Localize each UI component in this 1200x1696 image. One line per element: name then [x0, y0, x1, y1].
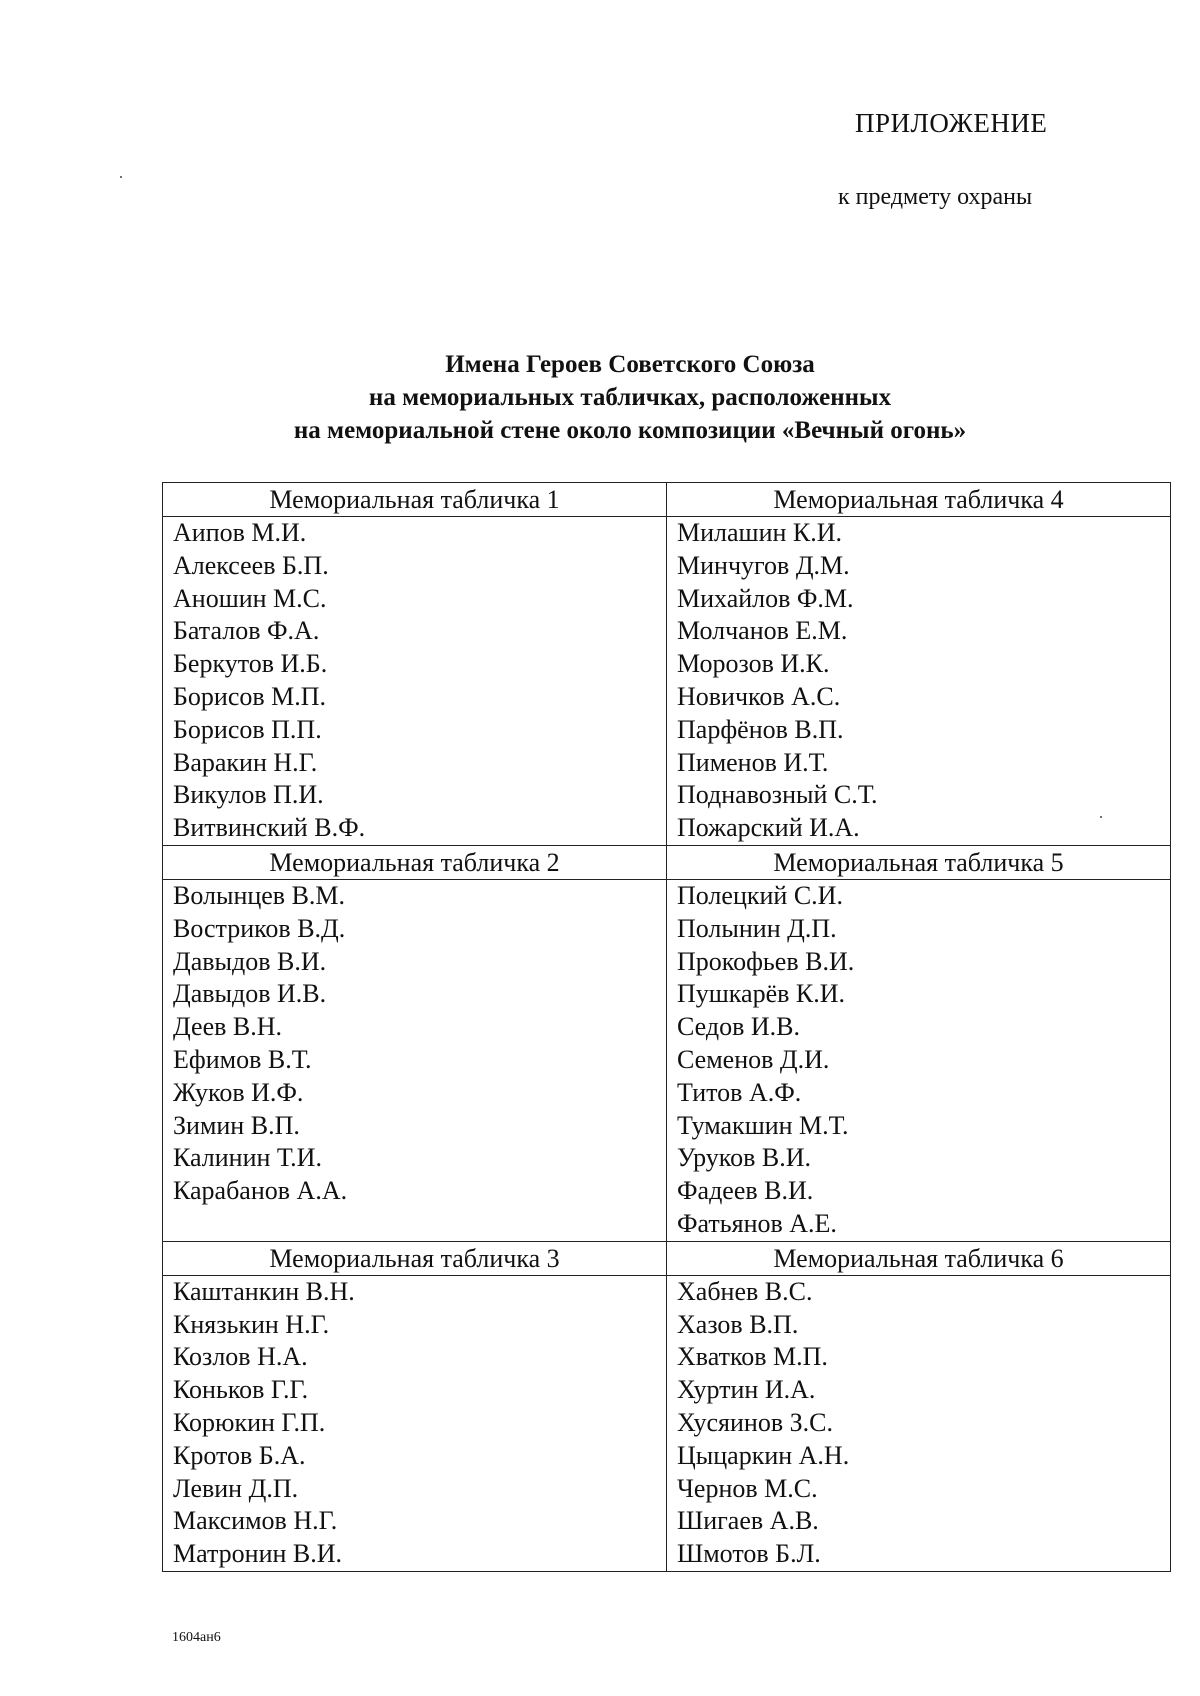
hero-name: Парфёнов В.П.: [677, 714, 844, 744]
hero-name: Тумакшин М.Т.: [677, 1110, 849, 1140]
hero-name: Хватков М.П.: [677, 1342, 828, 1372]
hero-name: Алексеев Б.П.: [173, 550, 329, 580]
plaque-header-row: [163, 1241, 1171, 1275]
hero-name: Волынцев В.М.: [173, 880, 346, 910]
hero-name: Пушкарёв К.И.: [677, 979, 846, 1009]
hero-name: Цыцаркин А.Н.: [677, 1440, 850, 1470]
hero-name: Уруков В.И.: [677, 1143, 811, 1173]
heading-line-3: на мемориальной стене около композиции «Вечный огонь»: [293, 417, 967, 444]
name-list: [667, 1276, 1170, 1571]
hero-name: Коньков Г.Г.: [173, 1375, 309, 1405]
document-code: 1604ан6: [172, 1630, 221, 1645]
appendix-title: ПРИЛОЖЕНИЕ: [855, 108, 1048, 138]
name-list: [667, 517, 1170, 845]
heading-line-1: Имена Героев Советского Союза: [445, 351, 815, 378]
hero-name: Варакин Н.Г.: [173, 747, 318, 777]
hero-name: Новичков А.С.: [677, 681, 841, 711]
hero-name: Хуртин И.А.: [677, 1375, 816, 1405]
hero-name: Баталов Ф.А.: [173, 616, 320, 646]
hero-name: Кротов Б.А.: [173, 1440, 306, 1470]
hero-name: Поднавозный С.Т.: [677, 780, 878, 810]
plaque-title: Мемориальная табличка 2: [163, 845, 667, 879]
name-list: [667, 880, 1170, 1241]
hero-name: Шигаев А.В.: [677, 1506, 819, 1536]
hero-name: Чернов М.С.: [677, 1473, 818, 1503]
plaque-names-cell: [163, 1275, 667, 1571]
plaque-names-row: [163, 1275, 1171, 1571]
hero-name: Минчугов Д.М.: [677, 550, 850, 580]
hero-name: Шмотов Б.Л.: [677, 1539, 821, 1569]
plaque-names-cell: [163, 517, 667, 846]
memorial-plaques-table: [162, 482, 1171, 1572]
hero-name: Калинин Т.И.: [173, 1143, 322, 1173]
hero-name: Борисов М.П.: [173, 681, 327, 711]
plaque-title: Мемориальная табличка 6: [667, 1241, 1171, 1275]
hero-name: Фатьянов А.Е.: [677, 1208, 837, 1238]
plaque-names-row: [163, 879, 1171, 1241]
plaque-names-cell: [667, 1275, 1171, 1571]
plaque-header-row: [163, 483, 1171, 517]
plaque-names-cell: [163, 879, 667, 1241]
hero-name: Седов И.В.: [677, 1012, 800, 1042]
hero-name: Аипов М.И.: [173, 518, 307, 547]
hero-name: Князькин Н.Г.: [173, 1309, 330, 1339]
hero-name: Прокофьев В.И.: [677, 946, 855, 976]
hero-name: Зимин В.П.: [173, 1110, 300, 1140]
hero-name: Каштанкин В.Н.: [173, 1276, 355, 1306]
name-list: [163, 1276, 666, 1571]
plaque-names-cell: [667, 517, 1171, 846]
hero-name: Викулов П.И.: [173, 780, 324, 810]
plaque-title: Мемориальная табличка 4: [667, 483, 1171, 517]
plaque-title: Мемориальная табличка 5: [667, 845, 1171, 879]
hero-name: Максимов Н.Г.: [173, 1506, 338, 1536]
hero-name: Козлов Н.А.: [173, 1342, 308, 1372]
hero-name: Востриков В.Д.: [173, 913, 346, 943]
hero-name: Хабнев В.С.: [677, 1276, 813, 1306]
plaque-names-cell: [667, 879, 1171, 1241]
hero-name: Полынин Д.П.: [677, 913, 837, 943]
hero-name: Полецкий С.И.: [677, 880, 843, 910]
hero-name: Милашин К.И.: [677, 518, 843, 547]
plaque-header-row: [163, 845, 1171, 879]
hero-name: Витвинский В.Ф.: [173, 813, 366, 843]
appendix-subtitle: к предмету охраны: [838, 184, 1033, 210]
plaque-title: Мемориальная табличка 1: [163, 483, 667, 517]
hero-name: Аношин М.С.: [173, 583, 327, 613]
hero-name: Молчанов Е.М.: [677, 616, 848, 646]
scan-speck: [120, 176, 122, 178]
hero-name: Карабанов А.А.: [173, 1176, 348, 1206]
hero-name: Пожарский И.А.: [677, 813, 860, 843]
plaque-title: Мемориальная табличка 3: [163, 1241, 667, 1275]
hero-name: Давыдов И.В.: [173, 979, 327, 1009]
name-list: [163, 880, 666, 1208]
hero-name: Морозов И.К.: [677, 649, 830, 679]
hero-name: Давыдов В.И.: [173, 946, 327, 976]
hero-name: Титов А.Ф.: [677, 1077, 802, 1107]
hero-name: Матронин В.И.: [173, 1539, 343, 1569]
hero-name: Семенов Д.И.: [677, 1044, 830, 1074]
hero-name: Ефимов В.Т.: [173, 1044, 312, 1074]
hero-name: Деев В.Н.: [173, 1012, 283, 1042]
hero-name: Левин Д.П.: [173, 1473, 299, 1503]
hero-name: Борисов П.П.: [173, 714, 322, 744]
hero-name: Хазов В.П.: [677, 1309, 799, 1339]
hero-name: Беркутов И.Б.: [173, 649, 328, 679]
heading-line-2: на мемориальных табличках, расположенных: [368, 384, 892, 411]
hero-name: Пименов И.Т.: [677, 747, 829, 777]
hero-name: Михайлов Ф.М.: [677, 583, 854, 613]
hero-name: Корюкин Г.П.: [173, 1407, 326, 1437]
name-list: [163, 517, 666, 845]
hero-name: Фадеев В.И.: [677, 1176, 814, 1206]
plaque-names-row: [163, 517, 1171, 846]
hero-name: Жуков И.Ф.: [173, 1077, 304, 1107]
document-heading: [0, 348, 1200, 447]
plaque-table-body: [163, 483, 1171, 1572]
hero-name: Хусяинов З.С.: [677, 1407, 833, 1437]
